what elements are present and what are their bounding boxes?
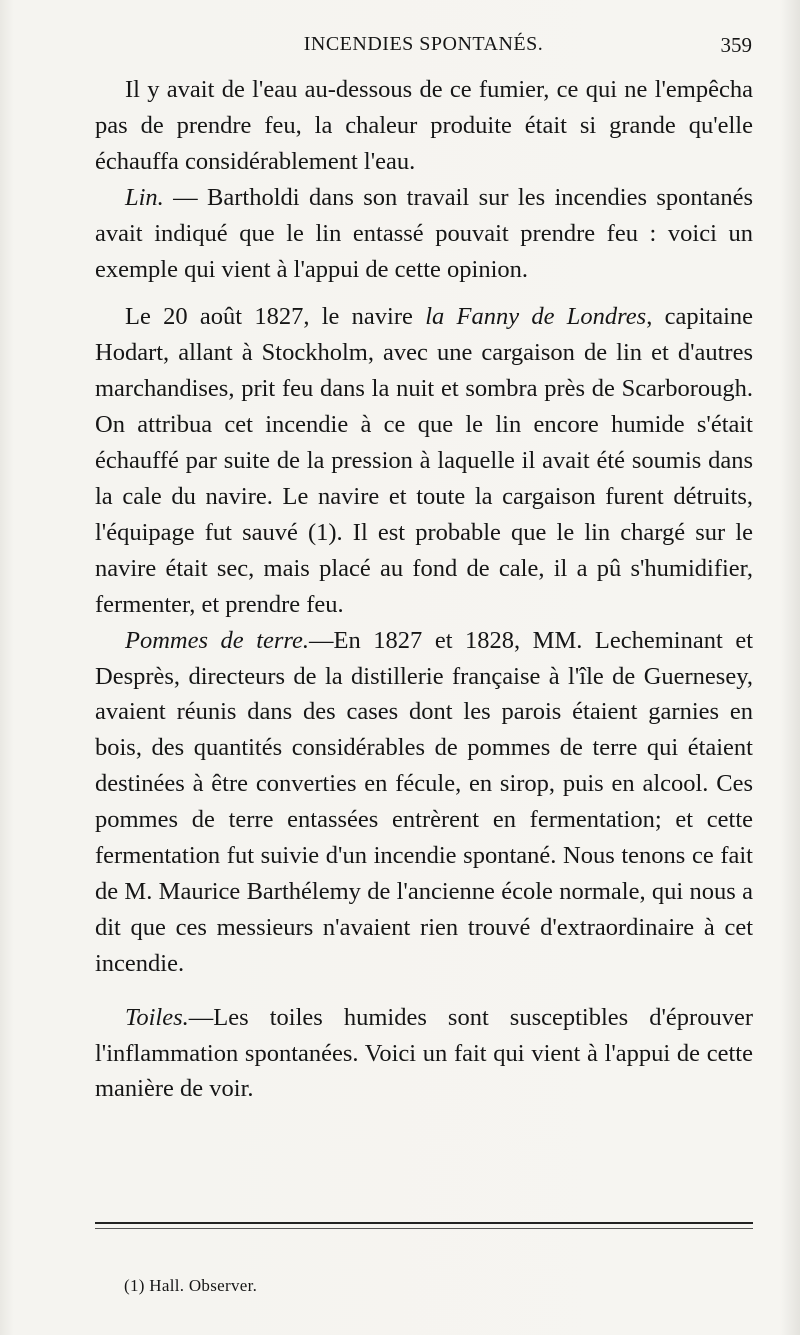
paragraph-text: Il y avait de l'eau au-dessous de ce fumier, ce qui ne l'empêcha pas de prendre feu, la chaleur produite était si grande qu'elle échauffa considérablement l'eau. — [95, 76, 753, 175]
footnote-rule-thin — [95, 1228, 753, 1229]
paragraph-text: Le 20 août 1827, le navire — [125, 303, 426, 331]
paragraph-text: — Bartholdi dans son travail sur les incendies spontanés avait indiqué que le lin entassé pouvait prendre feu : voici un exemple qui vient à l'appui de cette opinion. — [95, 183, 753, 283]
section-lead-lin: Lin. — [125, 183, 164, 211]
ship-name: la Fanny de Londres — [425, 303, 647, 331]
paragraph-fumier — [95, 72, 753, 180]
paragraph-text: —Les toiles humides sont susceptibles d'éprouver l'inflammation spontanées. Voici un fait qui vient à l'appui de cette manière de voir. — [95, 1003, 753, 1103]
running-head: INCENDIES SPONTANÉS. — [303, 33, 544, 55]
paragraph-pommes — [95, 623, 753, 982]
body-text — [95, 72, 753, 1107]
paragraph-text: —En 1827 et 1828, MM. Lecheminant et Desprès, directeurs de la distillerie française à l'île de Guernesey, avaient réunis dans des cases dont les parois étaient garnies en bois, des quantités considérables de pommes de terre qui étaient destinées à être converties en fécule, en sirop, puis en alcool. Ces pommes de terre entassées entrèrent en fermentation; et cette fermentation fut suivie d'un incendie spontané. Nous tenons ce fait de M. Maurice Barthélemy de l'ancienne école normale, qui nous a dit que ces messieurs n'avaient rien trouvé d'extraordinaire à cet incendie. — [95, 626, 754, 977]
footnote-rule — [95, 1222, 753, 1224]
paragraph-toiles — [95, 1000, 753, 1108]
page-header — [95, 33, 752, 63]
section-lead-pommes: Pommes de terre. — [125, 626, 310, 654]
paragraph-text: , capitaine Hodart, allant à Stockholm, avec une cargaison de lin et d'autres marchandises, prit feu dans la nuit et sombra près de Scarborough. On attribua cet incendie à ce que le lin encore humide s'était échauffé par suite de la pression à laquelle il avait été soumis dans la cale du navire. Le navire et toute la cargaison furent détruits, l'équipage fut sauvé (1). Il est probable que le lin chargé sur le navire était sec, mais placé au fond de cale, il a pû s'humidifier, fermenter, et prendre feu. — [95, 303, 754, 618]
paragraph-fanny — [95, 299, 753, 622]
section-lead-toiles: Toiles. — [125, 1003, 189, 1031]
paragraph-lin — [95, 180, 753, 288]
footnote: (1) Hall. Observer. — [124, 1276, 258, 1295]
page-number: 359 — [720, 33, 752, 57]
